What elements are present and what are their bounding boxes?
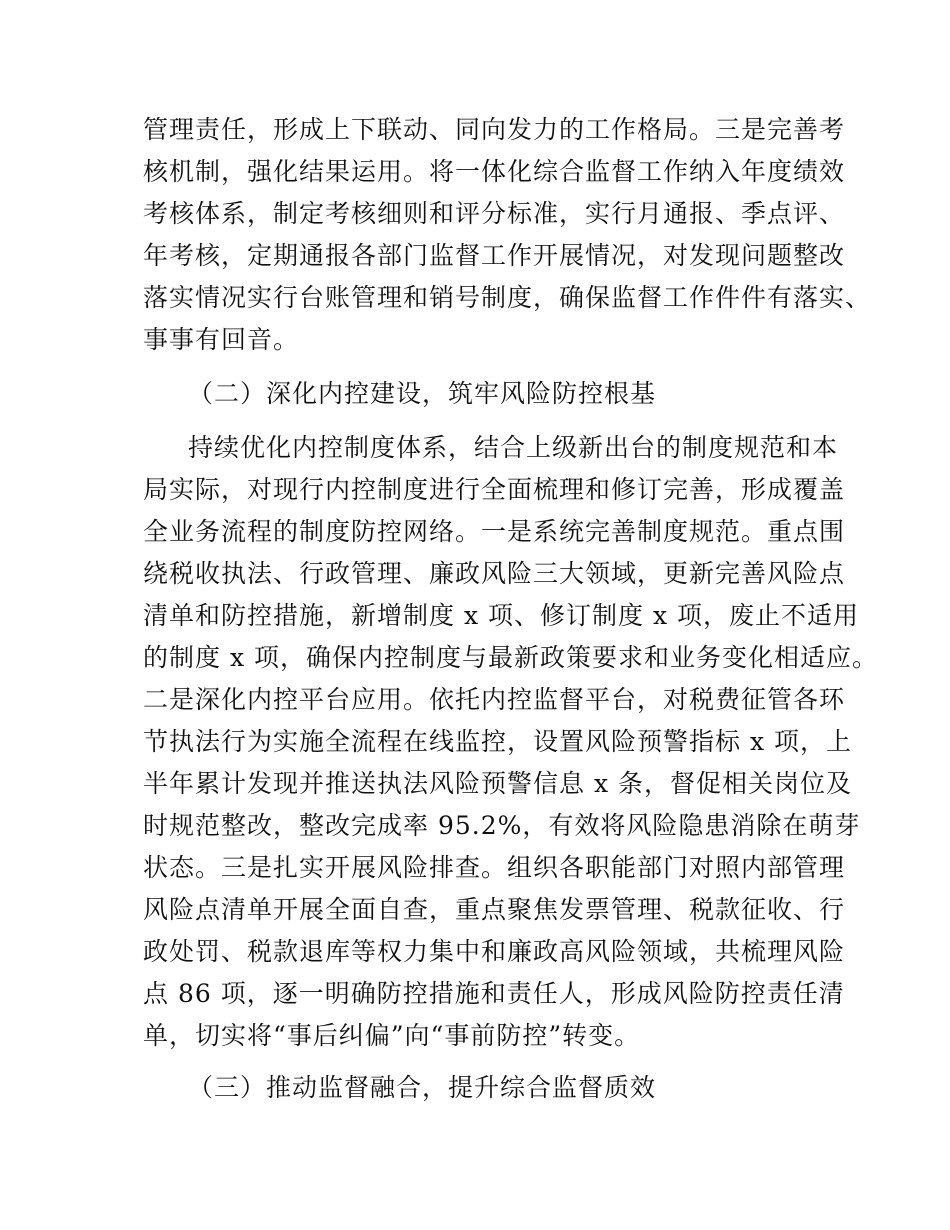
body-text-line: 核机制，强化结果运用。将一体化综合监督工作纳入年度绩效 xyxy=(143,157,846,186)
body-text-line: 局实际，对现行内控制度进行全面梳理和修订完善，形成覆盖 xyxy=(143,475,846,504)
body-text-line: 半年累计发现并推送执法风险预警信息 x 条，督促相关岗位及 xyxy=(143,769,852,798)
body-text-line: 节执法行为实施全流程在线监控，设置风险预警指标 x 项，上 xyxy=(143,727,852,756)
body-text-line: 单，切实将“事后纠偏”向“事前防控”转变。 xyxy=(143,1021,641,1050)
body-text-line: 点 86 项，逐一明确防控措施和责任人，形成风险防控责任清 xyxy=(143,979,845,1008)
section-heading: （三）推动监督融合，提升综合监督质效 xyxy=(188,1073,657,1102)
body-text-line: 政处罚、税款退库等权力集中和廉政高风险领域，共梳理风险 xyxy=(143,937,846,966)
body-text-line: 全业务流程的制度防控网络。一是系统完善制度规范。重点围 xyxy=(143,517,846,546)
body-text-line: 持续优化内控制度体系，结合上级新出台的制度规范和本 xyxy=(188,433,839,462)
body-text-line: 事事有回音。 xyxy=(143,325,300,354)
body-text-line: 年考核，定期通报各部门监督工作开展情况，对发现问题整改 xyxy=(143,241,846,270)
body-text-line: 清单和防控措施，新增制度 x 项、修订制度 x 项，废止不适用 xyxy=(143,601,859,630)
body-text-line: 的制度 x 项，确保内控制度与最新政策要求和业务变化相适应。 xyxy=(143,643,878,672)
body-text-line: 绕税收执法、行政管理、廉政风险三大领域，更新完善风险点 xyxy=(143,559,846,588)
body-text-line: 二是深化内控平台应用。依托内控监督平台，对税费征管各环 xyxy=(143,685,846,714)
section-heading: （二）深化内控建设，筑牢风险防控根基 xyxy=(188,379,657,408)
body-text-line: 考核体系，制定考核细则和评分标准，实行月通报、季点评、 xyxy=(143,199,846,228)
body-text-line: 风险点清单开展全面自查，重点聚焦发票管理、税款征收、行 xyxy=(143,895,846,924)
body-text-line: 管理责任，形成上下联动、同向发力的工作格局。三是完善考 xyxy=(143,115,846,144)
body-text-line: 时规范整改，整改完成率 95.2%，有效将风险隐患消除在萌芽 xyxy=(143,811,861,840)
body-text-line: 落实情况实行台账管理和销号制度，确保监督工作件件有落实、 xyxy=(143,283,872,312)
body-text-line: 状态。三是扎实开展风险排查。组织各职能部门对照内部管理 xyxy=(143,853,846,882)
